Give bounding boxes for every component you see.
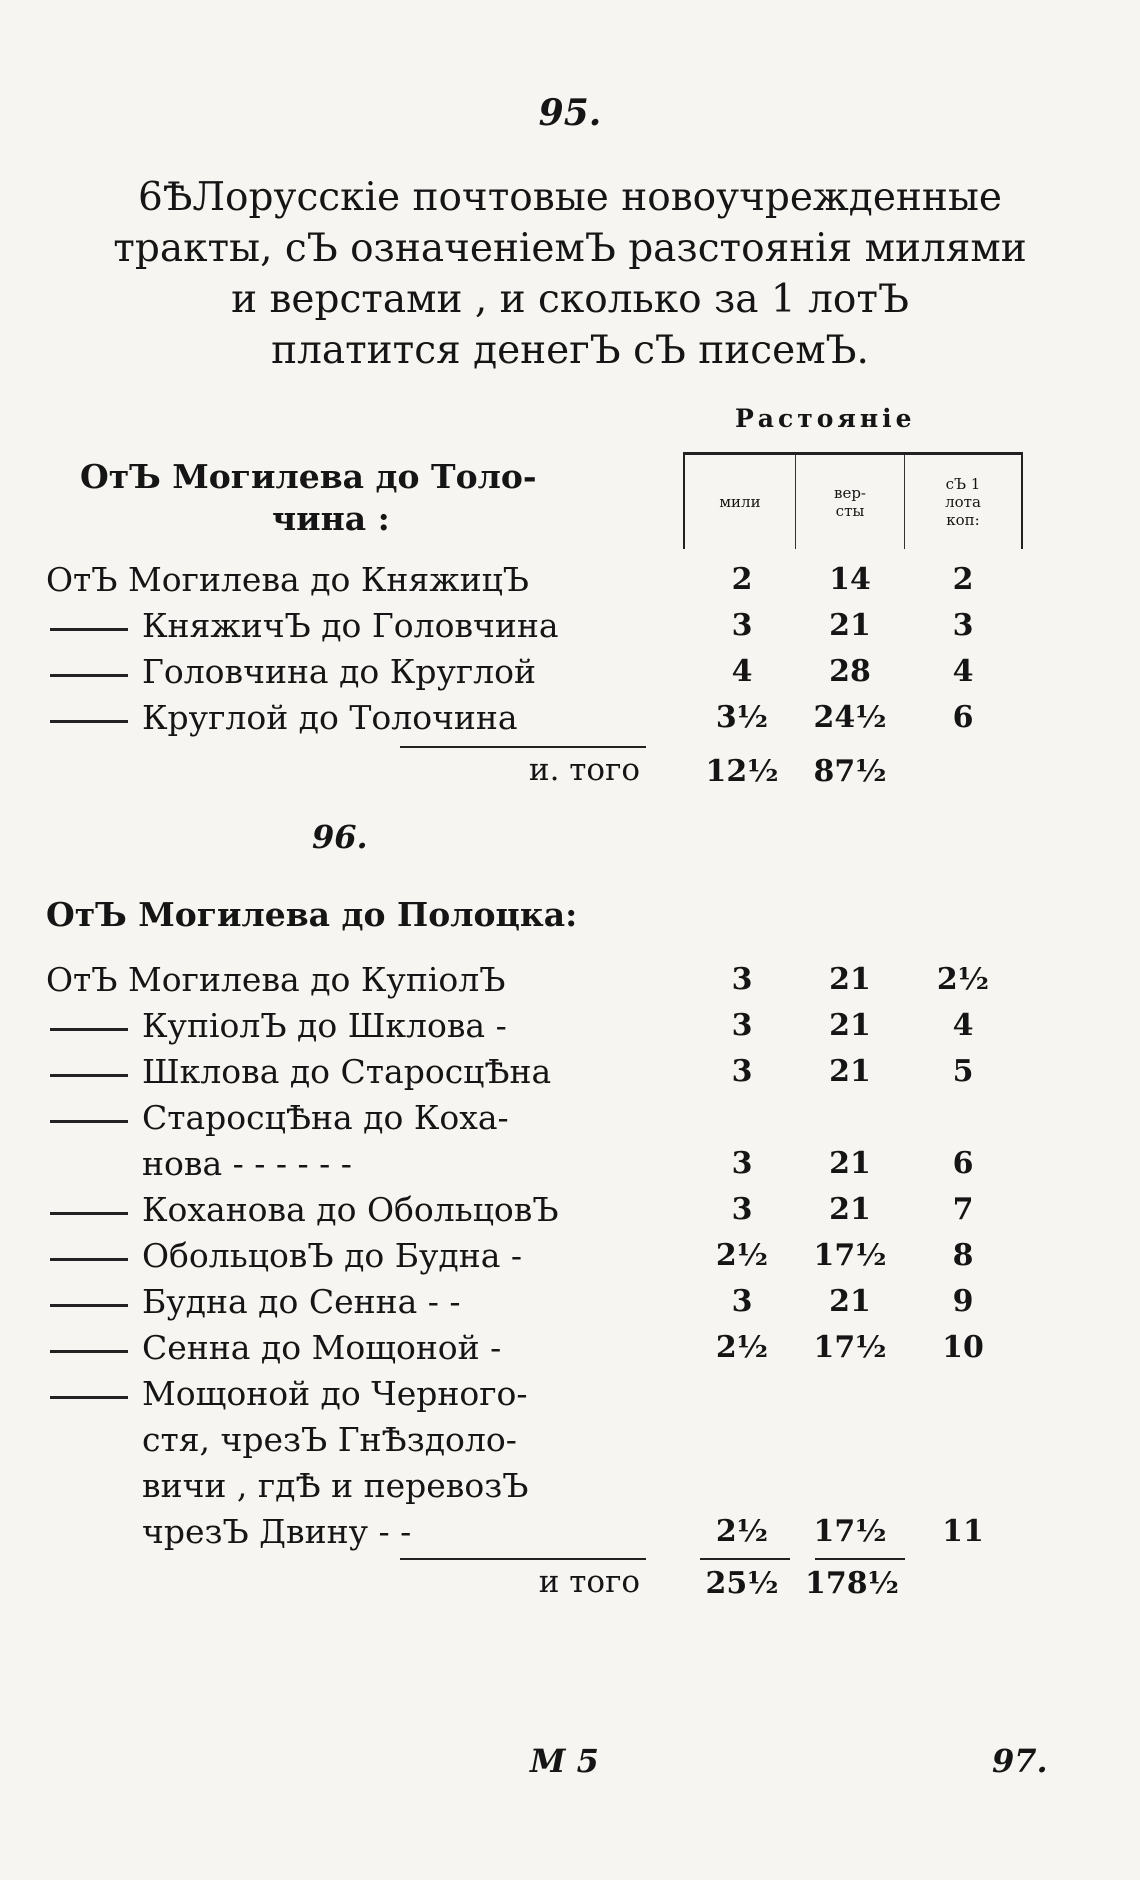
row-label: ОтЪ Могилева до КупіолЪ <box>46 960 506 999</box>
total-label: и. того <box>528 752 640 788</box>
row-versts: 21 <box>829 1192 871 1227</box>
title-line: и верстами , и сколько за 1 лотЪ <box>231 277 909 322</box>
row-miles: 2½ <box>715 1330 769 1365</box>
total-miles: 25½ <box>705 1566 779 1601</box>
row-miles: 3 <box>731 608 753 643</box>
table-row <box>0 1512 1140 1556</box>
row-label: СтаросцѢна до Коха- <box>142 1098 509 1137</box>
ditto-dash <box>50 1304 128 1307</box>
total-row <box>0 752 1140 796</box>
table-row <box>0 1144 1140 1188</box>
row-kop: 11 <box>942 1514 984 1549</box>
section2-title: ОтЪ Могилева до Полоцка: <box>46 895 578 934</box>
row-miles: 4 <box>731 654 753 689</box>
title-line: тракты, сЪ означеніемЪ разстоянія милями <box>113 226 1027 271</box>
table-row <box>0 1190 1140 1234</box>
section2-underline-label <box>400 1558 646 1560</box>
row-miles: 3 <box>731 1146 753 1181</box>
row-label: чрезЪ Двину - - <box>142 1512 412 1551</box>
row-label: стя, чрезЪ ГнѢздоло- <box>142 1420 517 1459</box>
row-label: Коханова до ОбольцовЪ <box>142 1190 559 1229</box>
table-row <box>0 1052 1140 1096</box>
row-miles: 3 <box>731 962 753 997</box>
total-miles: 12½ <box>705 754 779 789</box>
row-versts: 21 <box>829 1008 871 1043</box>
row-versts: 17½ <box>813 1238 887 1273</box>
title-line: 6ѢЛорусскіе почтовые новоучрежденные <box>137 175 1003 220</box>
row-versts: 21 <box>829 608 871 643</box>
table-row <box>0 1006 1140 1050</box>
row-label: Сенна до Мощоной - <box>142 1328 502 1367</box>
header-col-kop: сЪ 1 лота коп: <box>904 455 1021 549</box>
table-row <box>0 652 1140 696</box>
row-kop: 2 <box>952 562 974 597</box>
row-label: КупіолЪ до Шклова - <box>142 1006 507 1045</box>
catchword: 97. <box>992 1742 1048 1780</box>
table-row <box>0 1328 1140 1372</box>
row-kop: 4 <box>952 654 974 689</box>
header-col-versts: вер- сты <box>795 455 904 549</box>
row-kop: 10 <box>942 1330 984 1365</box>
section1-underline <box>400 746 646 748</box>
section1-title-line1: ОтЪ Могилева до Толо- <box>80 457 537 496</box>
section2-underline-miles <box>700 1558 790 1560</box>
row-label: Будна до Сенна - - <box>142 1282 461 1321</box>
ditto-dash <box>50 1120 128 1123</box>
section2-underline-versts <box>815 1558 905 1560</box>
signature-mark: М 5 <box>530 1742 599 1780</box>
next-entry-number: 96. <box>312 818 368 856</box>
distance-header-box <box>683 452 1023 549</box>
row-label: ОбольцовЪ до Будна - <box>142 1236 523 1275</box>
table-row <box>0 698 1140 742</box>
total-versts: 178½ <box>805 1566 899 1601</box>
total-label: и того <box>538 1564 640 1600</box>
row-label: Головчина до Круглой <box>142 652 536 691</box>
ditto-dash <box>50 1350 128 1353</box>
table-row <box>0 606 1140 650</box>
row-label: вичи , гдѢ и перевозЪ <box>142 1466 529 1505</box>
row-miles: 3 <box>731 1054 753 1089</box>
row-versts: 21 <box>829 1146 871 1181</box>
table-row <box>0 960 1140 1004</box>
ditto-dash <box>50 1074 128 1077</box>
row-label: ОтЪ Могилева до КняжицЪ <box>46 560 530 599</box>
row-miles: 3½ <box>715 700 769 735</box>
row-versts: 17½ <box>813 1514 887 1549</box>
row-versts: 24½ <box>813 700 887 735</box>
row-kop: 3 <box>952 608 974 643</box>
ditto-dash <box>50 720 128 723</box>
total-versts: 87½ <box>813 754 887 789</box>
ditto-dash <box>50 1028 128 1031</box>
row-miles: 2 <box>731 562 753 597</box>
row-versts: 28 <box>829 654 871 689</box>
row-kop: 6 <box>952 1146 974 1181</box>
page-title <box>40 172 1100 376</box>
table-row <box>0 1466 1140 1510</box>
ditto-dash <box>50 1258 128 1261</box>
row-versts: 17½ <box>813 1330 887 1365</box>
row-kop: 5 <box>952 1054 974 1089</box>
total-row <box>0 1564 1140 1608</box>
page-number: 95. <box>538 92 602 134</box>
row-label: Мощоной до Черного- <box>142 1374 528 1413</box>
section1-title-line2: чина : <box>272 499 390 538</box>
row-kop: 9 <box>952 1284 974 1319</box>
table-row <box>0 1098 1140 1142</box>
table-row <box>0 1236 1140 1280</box>
header-col-miles: мили <box>719 493 761 511</box>
distance-header-label: Растояніе <box>735 404 916 433</box>
table-row <box>0 1374 1140 1418</box>
row-kop: 8 <box>952 1238 974 1273</box>
row-versts: 21 <box>829 1054 871 1089</box>
row-kop: 4 <box>952 1008 974 1043</box>
row-versts: 14 <box>829 562 871 597</box>
ditto-dash <box>50 628 128 631</box>
row-kop: 7 <box>952 1192 974 1227</box>
row-miles: 3 <box>731 1008 753 1043</box>
ditto-dash <box>50 674 128 677</box>
table-row <box>0 560 1140 604</box>
row-kop: 2½ <box>936 962 990 997</box>
row-label: Шклова до СтаросцѢна <box>142 1052 552 1091</box>
row-miles: 2½ <box>715 1514 769 1549</box>
row-miles: 3 <box>731 1192 753 1227</box>
row-label: КняжичЪ до Головчина <box>142 606 559 645</box>
row-versts: 21 <box>829 1284 871 1319</box>
table-row <box>0 1420 1140 1464</box>
row-kop: 6 <box>952 700 974 735</box>
row-miles: 3 <box>731 1284 753 1319</box>
ditto-dash <box>50 1396 128 1399</box>
row-label: нова - - - - - - <box>142 1144 352 1183</box>
title-line: платится денегЪ сЪ писемЪ. <box>271 328 869 373</box>
row-label: Круглой до Толочина <box>142 698 518 737</box>
row-versts: 21 <box>829 962 871 997</box>
table-row <box>0 1282 1140 1326</box>
ditto-dash <box>50 1212 128 1215</box>
row-miles: 2½ <box>715 1238 769 1273</box>
